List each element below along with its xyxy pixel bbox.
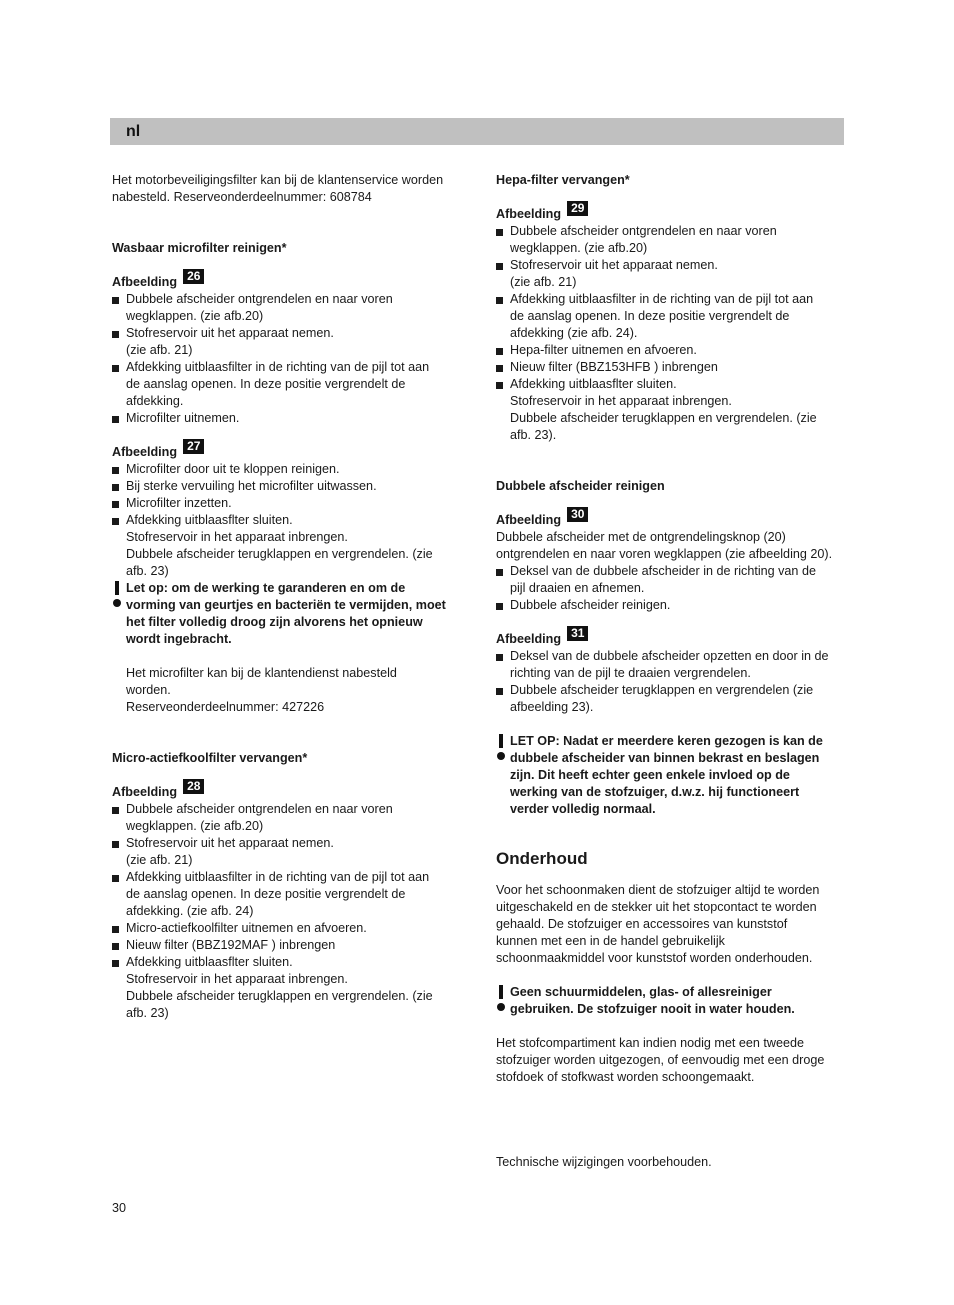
- header-bar: [110, 118, 844, 145]
- right-column: [496, 172, 846, 1171]
- steps-list-5: [496, 563, 846, 614]
- section-title-wasbaar: Wasbaar microfilter reinigen*: [112, 241, 287, 255]
- list-item: Hepa-filter uitnemen en afvoeren.: [496, 342, 846, 359]
- list-item: Dubbele afscheider reinigen.: [496, 597, 846, 614]
- warning-note-2: LET OP: Nadat er meerdere keren gezogen is kan de dubbele afscheider van binnen bekrast en beslagen zijn. Dit heeft echter geen enkele invloed op de werking van de stofzuiger, d.w.z. hij functioneert verder volledig normaal.: [496, 733, 846, 818]
- steps-list-6: [496, 648, 846, 716]
- list-item: Stofreservoir uit het apparaat nemen. (zie afb. 21): [112, 325, 464, 359]
- warning-icon: [113, 581, 121, 611]
- steps-list-2: [112, 461, 464, 580]
- left-column: [112, 172, 464, 1022]
- reorder-note: Het microfilter kan bij de klantendienst nabesteld worden. Reserveonderdeelnummer: 427226: [126, 666, 397, 714]
- list-item: Bij sterke vervuiling het microfilter uitwassen.: [112, 478, 464, 495]
- warning-icon: [497, 985, 505, 1015]
- figure-ref-30: Afbeelding 30: [496, 512, 846, 529]
- list-item: Dubbele afscheider ontgrendelen en naar voren wegklappen. (zie afb.20): [112, 801, 464, 835]
- list-item: Stofreservoir uit het apparaat nemen. (zie afb. 21): [496, 257, 846, 291]
- figure-ref-26: Afbeelding 26: [112, 274, 464, 291]
- section-title-hepa: Hepa-filter vervangen*: [496, 173, 630, 187]
- warning-icon: [497, 734, 505, 764]
- figure-number-badge: 30: [567, 507, 588, 522]
- list-item: Microfilter uitnemen.: [112, 410, 464, 427]
- figure-number-badge: 27: [183, 439, 204, 454]
- figure-number-badge: 28: [183, 779, 204, 794]
- intro-text: Het motorbeveiligingsfilter kan bij de klantenservice worden nabesteld. Reserveonderdeelnummer: 608784: [112, 173, 444, 204]
- figure-number-badge: 26: [183, 269, 204, 284]
- list-item: Dubbele afscheider ontgrendelen en naar voren wegklappen. (zie afb.20): [496, 223, 846, 257]
- list-item: Afdekking uitblaasflter sluiten. Stofreservoir in het apparaat inbrengen. Dubbele afscheider terugklappen en vergrendelen. (zie afb. 23): [112, 954, 464, 1022]
- warning-note-1: Let op: om de werking te garanderen en om de vorming van geurtjes en bacteriën te vermijden, moet het filter volledig droog zijn alvorens het opnieuw wordt ingebracht.: [112, 580, 464, 648]
- steps-list-3: [112, 801, 464, 1022]
- list-item: Micro-actiefkoolfilter uitnemen en afvoeren.: [112, 920, 464, 937]
- steps-list-1: [112, 291, 464, 427]
- list-item: Deksel van de dubbele afscheider in de richting van de pijl draaien en afnemen.: [496, 563, 846, 597]
- page-number: 30: [112, 1201, 127, 1215]
- figure-ref-28: Afbeelding 28: [112, 784, 464, 801]
- figure-ref-27: Afbeelding 27: [112, 444, 464, 461]
- list-item: Nieuw filter (BBZ153HFB ) inbrengen: [496, 359, 846, 376]
- steps-list-4: [496, 223, 846, 444]
- figure-number-badge: 29: [567, 201, 588, 216]
- dust-compartment-text: Het stofcompartiment kan indien nodig met een tweede stofzuiger worden uitgezogen, of eenvoudig met een droge stofdoek of stofkwast worden schoongemaakt.: [496, 1036, 825, 1084]
- list-item: Dubbele afscheider ontgrendelen en naar voren wegklappen. (zie afb.20): [112, 291, 464, 325]
- list-item: Microfilter door uit te kloppen reinigen.: [112, 461, 464, 478]
- figure-number-badge: 31: [567, 626, 588, 641]
- list-item: Afdekking uitblaasfilter in de richting van de pijl tot aan de aanslag openen. In deze positie vergrendelt de afdekking (zie afb. 24).: [496, 291, 846, 342]
- list-item: Dubbele afscheider terugklappen en vergrendelen (zie afbeelding 23).: [496, 682, 846, 716]
- list-item: Microfilter inzetten.: [112, 495, 464, 512]
- language-label: nl: [126, 123, 141, 140]
- list-item: Stofreservoir uit het apparaat nemen. (zie afb. 21): [112, 835, 464, 869]
- figure-ref-29: Afbeelding 29: [496, 206, 846, 223]
- section-title-micro-actiefkool: Micro-actiefkoolfilter vervangen*: [112, 751, 308, 765]
- section-heading-onderhoud: Onderhoud: [496, 849, 588, 868]
- list-item: Nieuw filter (BBZ192MAF ) inbrengen: [112, 937, 464, 954]
- list-item: Deksel van de dubbele afscheider opzetten en door in de richting van de pijl te draaien vergrendelen.: [496, 648, 846, 682]
- warning-note-3: Geen schuurmiddelen, glas- of allesreiniger gebruiken. De stofzuiger nooit in water houden.: [496, 984, 846, 1018]
- list-item: Afdekking uitblaasflter sluiten. Stofreservoir in het apparaat inbrengen. Dubbele afscheider terugklappen en vergrendelen. (zie afb. 23).: [496, 376, 846, 444]
- maintenance-text: Voor het schoonmaken dient de stofzuiger altijd te worden uitgeschakeld en de stekker uit het stopcontact te worden gehaald. De stofzuiger en accessoires van kunststof kunnen met een in de handel gebruikelijk schoonmaakmiddel voor kunststof worden onderhouden.: [496, 883, 820, 965]
- figure-ref-31: Afbeelding 31: [496, 631, 846, 648]
- list-item: Afdekking uitblaasfilter in de richting van de pijl tot aan de aanslag openen. In deze positie vergrendelt de afdekking.: [112, 359, 464, 410]
- list-item: Afdekking uitblaasflter sluiten. Stofreservoir in het apparaat inbrengen. Dubbele afscheider terugklappen en vergrendelen. (zie afb. 23): [112, 512, 464, 580]
- paragraph: Dubbele afscheider met de ontgrendelingsknop (20) ontgrendelen en naar voren wegklappen (zie afbeelding 20).: [496, 530, 833, 561]
- list-item: Afdekking uitblaasfilter in de richting van de pijl tot aan de aanslag openen. In deze positie vergrendelt de afdekking. (zie afb. 24): [112, 869, 464, 920]
- section-title-dubbele-afscheider: Dubbele afscheider reinigen: [496, 479, 665, 493]
- technical-changes-note: Technische wijzigingen voorbehouden.: [496, 1155, 712, 1169]
